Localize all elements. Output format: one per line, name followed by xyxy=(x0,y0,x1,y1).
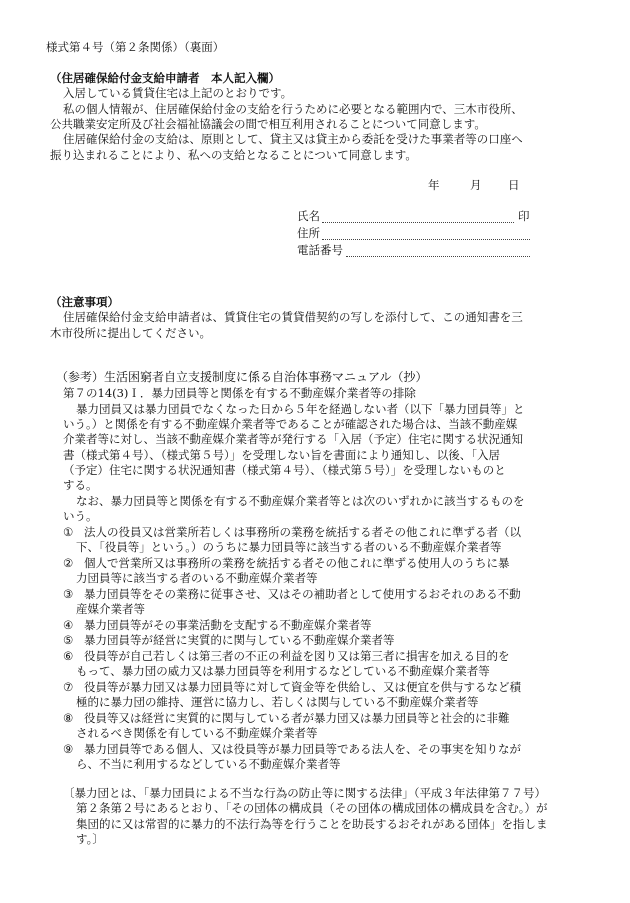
item-text: ら、不当に利用するなどしている不動産媒介業者等 xyxy=(76,757,341,771)
form-number: 様式第４号（第２条関係）（裏面） xyxy=(46,40,225,54)
item-number: ⑤ xyxy=(63,633,74,647)
item-text: されるべき関係を有している不動産媒介業者等 xyxy=(76,726,318,740)
item-number: ③ xyxy=(63,587,74,601)
footnote-line: 第２条第２号にあるとおり、「その団体の構成員（その団体の構成団体の構成員を含む。）が xyxy=(76,801,548,815)
address-field[interactable] xyxy=(322,239,530,240)
item-text: 役員等又は経営に実質的に関与している者が暴力団又は暴力団員等と社会的に非難 xyxy=(84,711,510,725)
applicant-line: 入居している賃貸住宅は上記のとおりです。 xyxy=(63,86,293,100)
item-number: ⑨ xyxy=(63,742,74,756)
item-text: 暴力団員等が経営に実質的に関与している不動産媒介業者等 xyxy=(84,633,395,647)
reference-body-line: する。 xyxy=(63,478,98,492)
applicant-line: 住居確保給付金の支給は、原則として、貸主又は貸主から委託を受けた事業者等の口座へ xyxy=(63,132,523,146)
phone-field[interactable] xyxy=(346,256,530,257)
item-text: 極的に暴力団の維持、運営に協力し、若しくは関与している不動産媒介業者等 xyxy=(76,695,479,709)
reference-heading: （参考）生活困窮者自立支援制度に係る自治体事務マニュアル（抄） xyxy=(56,370,428,384)
item-text: 法人の役員又は営業所若しくは事務所の業務を統括する者その他これに準ずる者（以 xyxy=(84,525,521,539)
reference-body-line: いう。 xyxy=(63,509,98,523)
item-number: ④ xyxy=(63,618,74,632)
item-text: 役員等が暴力団又は暴力団員等に対して資金等を供給し、又は便宜を供与するなど積 xyxy=(84,680,521,694)
item-text: 暴力団員等をその業務に従事させ、又はその補助者として使用するおそれのある不動 xyxy=(84,587,521,601)
item-number: ⑥ xyxy=(63,649,74,663)
item-text: 産媒介業者等 xyxy=(76,602,145,616)
footnote-line: 集団的に又は常習的に暴力的不法行為等を行うことを助長するおそれがある団体」を指しま xyxy=(76,817,548,831)
phone-label: 電話番号 xyxy=(297,243,343,257)
reference-body-line: 暴力団員又は暴力団員でなくなった日から５年を経過しない者（以下「暴力団員等」と xyxy=(76,402,525,416)
reference-body-line: 書（様式第４号）、（様式第５号）」を受理しない旨を書面により通知し、以後、「入居 xyxy=(63,448,500,462)
reference-body-line: いう。）と関係を有する不動産媒介業者等であることが確認された場合は、当該不動産媒 xyxy=(63,417,518,431)
applicant-line: 私の個人情報が、住居確保給付金の支給を行うために必要となる範囲内で、三木市役所、 xyxy=(63,102,523,116)
item-text: 個人で営業所又は事務所の業務を統括する者その他これに準ずる使用人のうちに暴 xyxy=(84,556,510,570)
address-label: 住所 xyxy=(297,226,320,240)
date-year-label: 年 xyxy=(428,178,440,192)
item-text: もって、暴力団の威力又は暴力団員等を利用するなどしている不動産媒介業者等 xyxy=(76,664,490,678)
applicant-line: 振り込まれることにより、私への支給となることについて同意します。 xyxy=(50,148,417,162)
item-number: ① xyxy=(63,525,74,539)
applicant-line: 公共職業安定所及び社会福祉協議会の間で相互利用されることについて同意します。 xyxy=(50,117,486,131)
seal-label: 印 xyxy=(518,209,530,223)
reference-body-line: 介業者等に対し、当該不動産媒介業者等が発行する「入居（予定）住宅に関する状況通知 xyxy=(63,432,523,446)
date-month-label: 月 xyxy=(470,178,482,192)
date-day-label: 日 xyxy=(508,178,520,192)
notes-heading: （注意事項） xyxy=(50,295,119,309)
reference-section-title: 第７の14(3)Ｉ．暴力団員等と関係を有する不動産媒介業者等の排除 xyxy=(63,386,416,400)
item-text: 下、「役員等」という。）のうちに暴力団員等に該当する者のいる不動産媒介業者等 xyxy=(76,540,502,554)
item-number: ⑦ xyxy=(63,680,74,694)
item-text: 役員等が自己若しくは第三者の不正の利益を図り又は第三者に損害を加える目的を xyxy=(84,649,510,663)
name-label: 氏名 xyxy=(297,209,320,223)
footnote-line: す。〕 xyxy=(76,832,104,846)
name-field[interactable] xyxy=(322,222,514,223)
footnote-line: 〔暴力団とは、「暴力団員による不当な行為の防止等に関する法律」（平成３年法律第７７号） xyxy=(63,786,546,800)
item-text: 暴力団員等である個人、又は役員等が暴力団員等である法人を、その事実を知りなが xyxy=(84,742,521,756)
item-number: ⑧ xyxy=(63,711,74,725)
notes-line: 木市役所に提出してください。 xyxy=(50,326,211,340)
reference-body-line: （予定）住宅に関する状況通知書（様式第４号）、（様式第５号）」を受理しないものと xyxy=(63,463,506,477)
item-text: 暴力団員等がその事業活動を支配する不動産媒介業者等 xyxy=(84,618,372,632)
item-text: 力団員等に該当する者のいる不動産媒介業者等 xyxy=(76,571,318,585)
reference-body-line: なお、暴力団員等と関係を有する不動産媒介業者等とは次のいずれかに該当するものを xyxy=(76,494,525,508)
notes-line: 住居確保給付金支給申請者は、賃貸住宅の賃貸借契約の写しを添付して、この通知書を三 xyxy=(63,310,523,324)
item-number: ② xyxy=(63,556,74,570)
applicant-heading: （住居確保給付金支給申請者 本人記入欄） xyxy=(50,71,280,85)
